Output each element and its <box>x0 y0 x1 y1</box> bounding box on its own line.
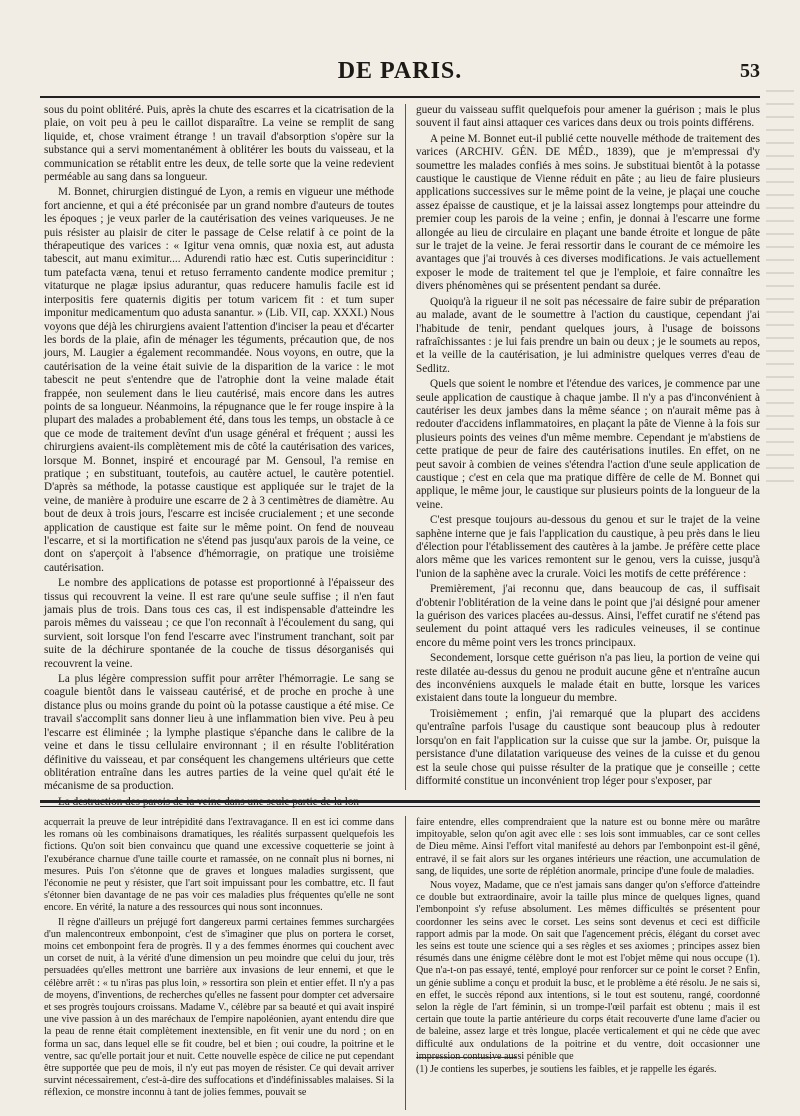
paragraph: M. Bonnet, chirurgien distingué de Lyon, a remis en vigueur une méthode fort ancienne, et qui a été préconisée par un grand nombre d'auteurs de toutes les époques ; je veux parler de la cautérisation des veines variqueuses. Je ne puis résister au plaisir de citer le passage de Celse relatif à ce point de la thérapeutique des varices : « Igitur vena omnis, quæ noxia est, aut adusta tabescit, aut manu eximitur.... Adurendi ratio hæc est. Cutis superinciditur : tum patefacta væna, tenui et retuso ferramento candente modice premitur ; vitaturque ne plagæ ipsius adurantur, quas reducere hamulis facile est id interpositis fere quaternis digitis per totum varicem fit : et tum super imponitur medicamentum quo adusta sanantur. » (Lib. VII, cap. XXXI.) Nous voyons que déjà les chirurgiens avaient l'attention d'inciser la peau et d'écarter les bords de la plaie, afin de ménager les téguments, précaution que, de nos jours, M. Laugier a également recommandée. Nous voyons, en outre, que la cautérisation de la veine était suivie de la disparition de la varice : le mot tabescit ne peut s'entendre que de l'atrophie dont la veine malade était frappée, non seulement dans le lieu cautérisé, mais encore dans les autres points de sa longueur. Néanmoins, la répugnance que le fer rouge inspire à la plupart des malades a probablement été, dans tous les temps, un obstacle à ce que ce mode de traitement devînt d'un usage général et fréquent ; aussi les chirurgiens avaient-ils complètement mis de côté la cautérisation des varices, lorsque M. Bonnet, inspiré et encouragé par M. Gensoul, l'a remise en pratique ; en substituant, toutefois, au cautère actuel, le cautère potentiel. D'après sa méthode, la potasse caustique est appliquée sur le trajet de la veine, de manière à produire une escarre de 2 à 3 centimètres de diamètre. Au bout de deux à trois jours, l'escarre est incisée crucialement ; et une seconde application de caustique est faite sur le même point. On fend de nouveau l'escarre, et si la mortification ne s'étend pas jusqu'aux parois de la veine, ce dont on s'aperçoit à l'absence d'hémorragie, on pratique une troisième cautérisation. <box>44 186 394 574</box>
paragraph: Troisièmement ; enfin, j'ai remarqué que la plupart des accidens qu'entraîne parfois l'usage du caustique sont beaucoup plus à redouter lorsqu'on en fait l'application sur la cuisse que sur la jambe. Or, puisque la persistance d'une dilatation variqueuse des veines de la cuisse et du genou est la seule chose qui puisse résulter de la pratique que je conseille ; cette difformité constitue un inconvénient trop léger pour s'exposer, par <box>416 707 760 787</box>
top-right-column <box>416 104 760 786</box>
page-number: 53 <box>740 60 760 82</box>
paragraph: La plus légère compression suffit pour arrêter l'hémorragie. Le sang se coagule bientôt dans le vaisseau cautérisé, et de proche en proche à une distance plus ou moins grande du point où la potasse caustique a été mise. Ce travail s'accomplit sans donner lieu à une inflammation bien vive. Peu à peu l'escarre est éliminée ; la lymphe plastique s'épanche dans le calibre de la veine et dans le tissu cellulaire environnant ; il en résulte l'oblitération définitive du vaisseau, et par conséquent les changemens ultérieurs que cette oblitération entraîne dans les autres parties de la veine quel qu'ait été le mécanisme de sa production. <box>44 673 394 793</box>
paragraph: Il règne d'ailleurs un préjugé fort dangereux parmi certaines femmes surchargées d'un malencontreux embonpoint, c'est de s'imaginer que plus on portera le corset, moins cet embonpoint fera de progrès. Il y a des femmes énormes qui couchent avec un corset de nuit, à la vérité d'une dimension un peu moindre que celui du jour, très persuadées qu'elles mettront une barrière aux invasions de leur ennemi, et que le célèbre arrêt : « tu n'iras pas plus loin, » ressortira son plein et entier effet. Il n'y a pas de moyens, d'inventions, de recherches qu'elles ne fassent pour dompter cet adversaire et ses progrès toujours croissans. Madame V., célèbre par sa beauté et qui avait inspiré une vive passion à un des maréchaux de l'empire napoléonien, ayant entendu dire que la peau de renne était complètement inextensible, en fit venir une du nord ; on en forma un sac, dans lequel elle se fit coudre, bel et bien ; oui coudre, la poitrine et le ventre, sac qu'elle portait jour et nuit. Cette nouvelle espèce de cilice ne put cependant être supportée que peu de mois, il n'y eut pas moyen de résister. Ce qui devait arriver survint nécessairement, c'est-à-dire des suffocations et d'indéfinissables malaises. Si la réflexion, ce monstre inconnu à tant de jolies femmes, pouvait se <box>44 916 394 1099</box>
paragraph: Le nombre des applications de potasse est proportionné à l'épaisseur des tissus qui recouvrent la veine. Il est rare qu'une seule suffise ; il n'en faut jamais plus de trois. Dans tous ces cas, il est indispensable d'atteindre les parois mêmes du vaisseau ; ce que l'on reconnaît à l'écoulement du sang, qui survient, soit lorsque l'on fend l'escarre avec l'instrument tranchant, soit par suite de la déchirure spontanée de la couche de tissus désorganisés qui recouvrent la veine. <box>44 577 394 670</box>
paragraph: faire entendre, elles comprendraient que la nature est ou bonne mère ou marâtre impitoyable, selon qu'on agit avec elle : ses lois sont immuables, car ce sont celles de Dieu même. Ainsi l'effort vital manifesté au dehors par l'embonpoint est-il gêné, entravé, il se fait alors sur les organes intérieurs une réaction, une accumulation de sang, de liquides, une sorte de réplétion anormale, principe d'une foule de maladies. <box>416 817 760 877</box>
bottom-left-column <box>44 817 394 1107</box>
paragraph: Secondement, lorsque cette guérison n'a pas lieu, la portion de veine qui reste dilatée au-dessus du genou ne produit aucune gêne et n'entraîne aucun des inconvéniens auxquels le malade était en butte, lorsque les varices existaient dans toute la longueur du membre. <box>416 652 760 705</box>
paragraph: Premièrement, j'ai reconnu que, dans beaucoup de cas, il suffisait d'obtenir l'oblitération de la veine dans le point que j'ai désigné pour amener la guérison des varices placées au-dessus. Ainsi, l'effet curatif ne s'étend pas seulement du point attaqué vers les radicules veineuses, il se continue encore du même point vers les troncs principaux. <box>416 583 760 649</box>
section-rule <box>40 800 760 803</box>
paragraph: A peine M. Bonnet eut-il publié cette nouvelle méthode de traitement des varices (ARCHIV. GÉN. DE MÉD., 1839), que je m'empressai d'y soumettre les malades confiés à mes soins. Je substituai bientôt à la potasse caustique le caustique de Vienne réduit en pâte ; au lieu de faire plusieurs applications successives sur le même point de la veine, je plaçai une couche assez épaisse de caustique, et je la laissai assez longtemps pour atteindre du premier coup les parois de la veine ; enfin, je donnai à l'escarre une forme allongée au lieu de circulaire en plaçant une bande étroite et longue de pâte sur le trajet de la veine. Je ferai ressortir dans le courant de ce mémoire les avantages que j'ai trouvés à ces diverses modifications. Je vais actuellement exposer le mode de traitement tel que je l'emploie, et faire connaître les divers phénomènes qui se présentent pendant sa durée. <box>416 132 760 293</box>
footnote-rule <box>416 1057 516 1058</box>
paragraph: Nous voyez, Madame, que ce n'est jamais sans danger qu'on s'efforce d'atteindre ce double but extraordinaire, avoir la taille plus mince de quelques lignes, quand l'embonpoint s'y refuse absolument. Les mêmes difficultés se présentent pour coordonner les seins avec le corset. Les seins sont devenus et ceci est difficile rapport admis par la mode. On sait que l'agencement précis, élégant du corset avec les seins est toute une science qui a ses règles et ses axiomes ; principes assez bien résumés dans une énigme célèbre dont le mot est l'objet même qui nous occupe (1). Que n'a-t-on pas essayé, tenté, employé pour renforcer sur ce point le corset ? Enfin, un génie sublime a conçu et produit la busc, et le problème a été résolu. Je ne sais si, en effet, le succès répond aux intentions, si le tout est soutenu, rangé, coordonné selon la règle de l'art féminin, si un trompe-l'œil parfait est obtenu ; mais il est certain que toute la partie antérieure du corps était recouverte d'une lame d'acier ou de baleine, assez large et très longue, placée verticalement et qui ne cède que avec difficulté aux ondulations de la poitrine et du ventre, doit occasionner une impression contusive aussi pénible que <box>416 880 760 1062</box>
column-divider <box>405 816 406 1110</box>
paragraph: Quels que soient le nombre et l'étendue des varices, je commence par une seule application de caustique à chaque jambe. Il n'y a pas d'inconvénient à cautériser les deux jambes dans la même séance ; on n'aurait même pas à redouter d'accidens inflammatoires, en plaçant la pâte de Vienne à la fois sur plusieurs points des veines d'un même membre. Cependant je m'abstiens de cette pratique de peur de faire des cautérisations inutiles. En effet, on ne peut savoir à combien de veines s'étendra l'action d'une seule application de caustique ; c'est en cela que ma pratique diffère de celle de M. Bonnet qui applique, le même jour, le caustique sur plusieurs points de la longueur de la veine. <box>416 378 760 511</box>
footnote: (1) Je contiens les superbes, je soutiens les faibles, et je rappelle les égarés. <box>416 1064 717 1075</box>
paragraph: gueur du vaisseau suffit quelquefois pour amener la guérison ; mais le plus souvent il faut ainsi attaquer ces varices dans deux ou trois points différens. <box>416 104 760 130</box>
column-divider <box>405 104 406 790</box>
header-rule <box>40 96 760 98</box>
section-rule-thin <box>40 806 760 807</box>
paragraph: C'est presque toujours au-dessous du genou et sur le trajet de la veine saphène interne que je fais l'application du caustique, à peu près dans le lieu d'élection pour l'établissement des cautères à la jambe. Je préfère cette place alors même que les varices remontent sur le genou, vers la cuisse, jusqu'à l'union de la saphène avec la crurale. Voici les motifs de cette préférence : <box>416 514 760 580</box>
paragraph: La destruction des parois de la veine dans une seule partie de la lon- <box>58 795 363 808</box>
top-left-column <box>44 104 394 808</box>
page-title: DE PARIS. <box>337 58 463 84</box>
bleed-through-texture <box>766 90 794 490</box>
paragraph: sous du point oblitéré. Puis, après la chute des escarres et la cicatrisation de la plaie, on voit peu à peu le caillot disparaître. La veine se remplit de sang liquide, et, chose vraiment étrange ! un travail d'absorption s'opère sur la substance qui a servi momentanément à oblitérer les bouts du vaisseau, et la communication se rétablit entre les deux, de telle sorte que la veine redevient perméable au sang dans sa longueur. <box>44 104 394 184</box>
paragraph: acquerrait la preuve de leur intrépidité dans l'extravagance. Il en est ici comme dans les romans où les combinaisons dramatiques, les réalités surpassent quelquefois les fictions. Qu'on soit bien convaincu que quand une excessive coquetterie se joint à l'exubérance charnue d'une taille courte et ramassée, on ne connaît plus ni bornes, ni mesures. Puis l'on s'étonne que de graves et longues maladies surgissent, que l'économie ne peut y résister, que l'art soit impuissant pour les combattre, etc. Il faut s'étonner bien davantage de ne pas voir ces maladies plus fréquentes qu'elle ne sont encore. En vérité, la nature a des ressources qui nous sont inconnues. <box>44 817 394 914</box>
page-header <box>40 58 760 94</box>
paragraph: Quoiqu'à la rigueur il ne soit pas nécessaire de faire subir de préparation au malade, avant de le soumettre à l'action du caustique, cependant j'ai l'habitude de tenir, pendant quelques jours, à l'usage de boissons rafraîchissantes : je lui fais prendre un bain ou deux ; je le soumets au repos, et la veille de la cautérisation, je lui administre quelques verres d'eau de Sedlitz. <box>416 295 760 375</box>
bottom-right-column <box>416 817 760 1062</box>
